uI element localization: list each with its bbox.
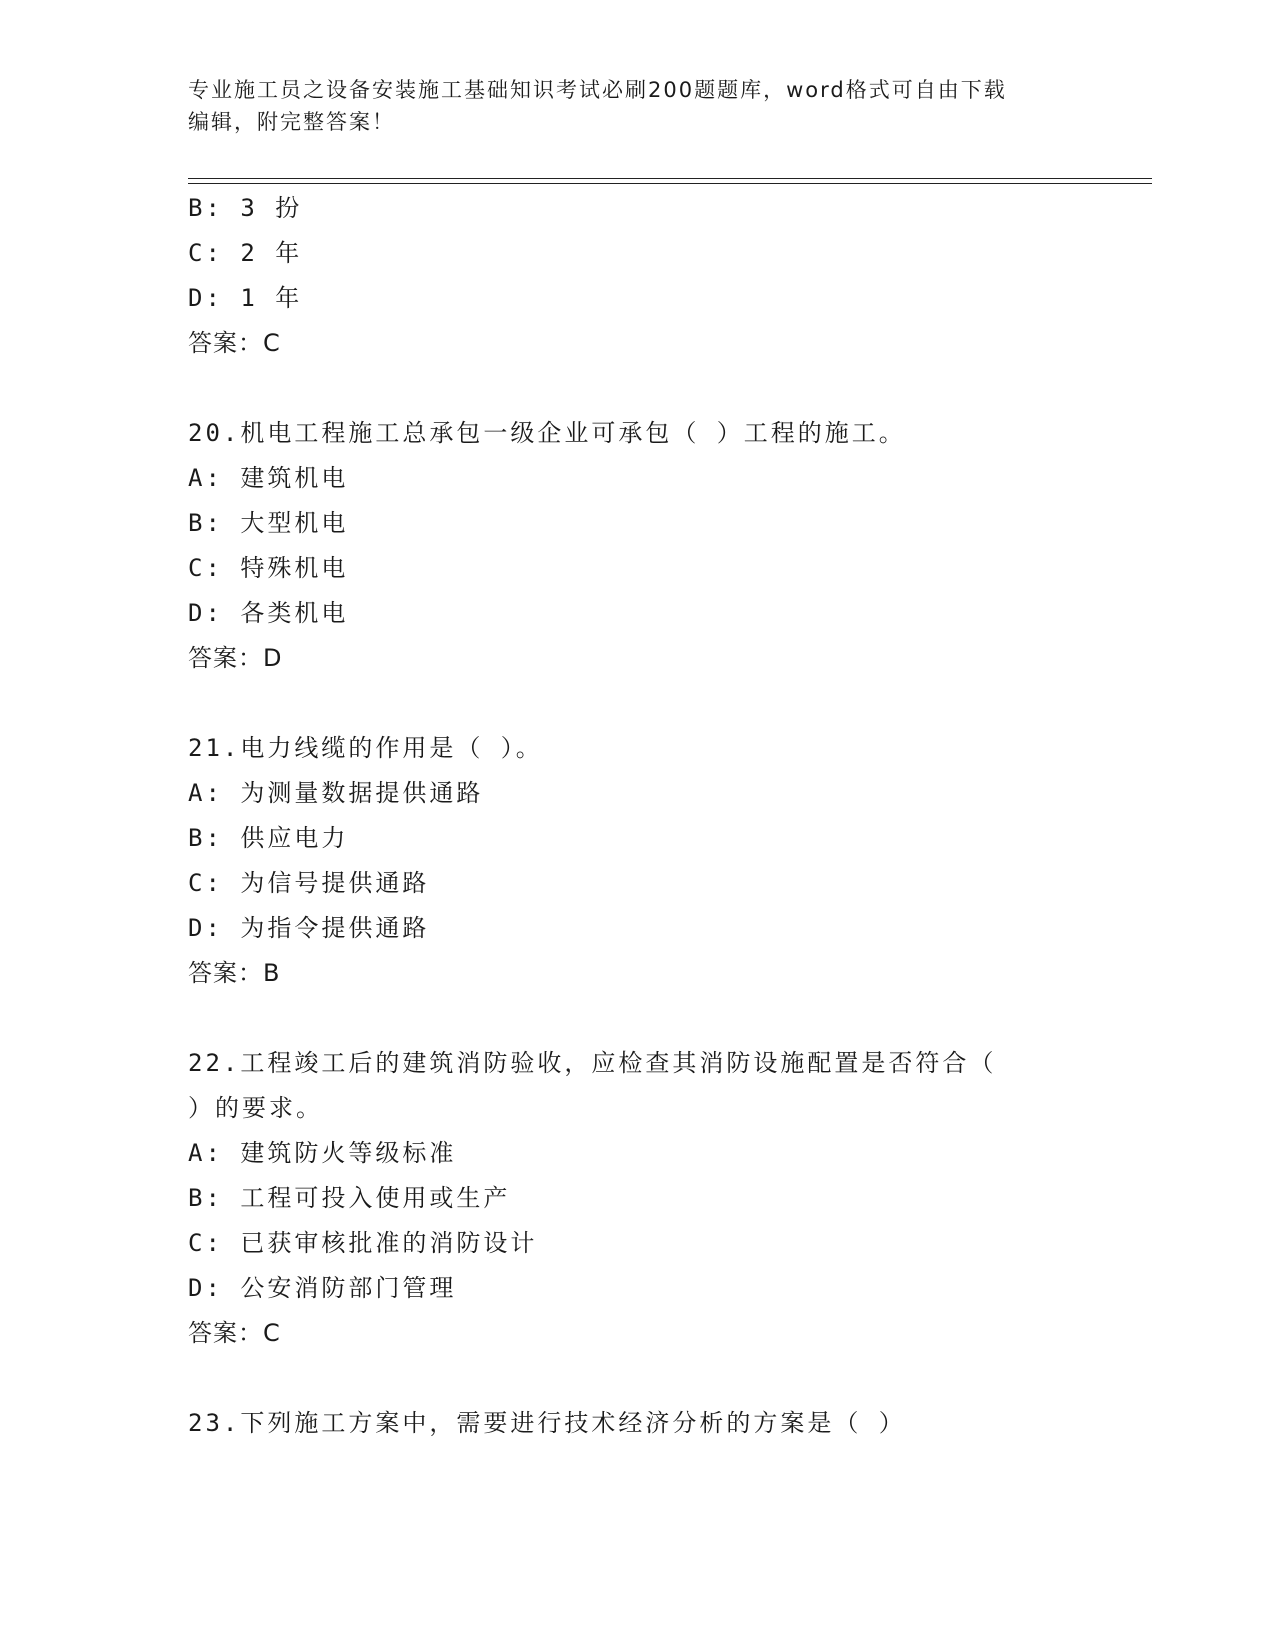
q21-option-d: D: 为指令提供通路 bbox=[188, 914, 430, 942]
q20-option-b: B: 大型机电 bbox=[188, 509, 349, 537]
q22-option-d: D: 公安消防部门管理 bbox=[188, 1274, 457, 1302]
q21-answer: 答案：B bbox=[188, 959, 281, 987]
header-divider-bottom bbox=[188, 183, 1152, 184]
q20-option-c: C: 特殊机电 bbox=[188, 554, 349, 582]
q19-option-d: D: 1 年 bbox=[188, 284, 303, 312]
q22-option-c: C: 已获审核批准的消防设计 bbox=[188, 1229, 538, 1257]
q20-option-d: D: 各类机电 bbox=[188, 599, 349, 627]
q20-answer: 答案：D bbox=[188, 644, 283, 672]
q19-option-c: C: 2 年 bbox=[188, 239, 303, 267]
header-line-1: 专业施工员之设备安装施工基础知识考试必刷200题题库，word格式可自由下载 bbox=[188, 78, 1007, 102]
q22-option-b: B: 工程可投入使用或生产 bbox=[188, 1184, 511, 1212]
document-header bbox=[188, 74, 1088, 138]
q22-question-line-2: ）的要求。 bbox=[188, 1094, 323, 1122]
header-line-2: 编辑，附完整答案！ bbox=[188, 110, 395, 134]
header-divider-top bbox=[188, 178, 1152, 179]
q22-option-a: A: 建筑防火等级标准 bbox=[188, 1139, 457, 1167]
q22-answer: 答案：C bbox=[188, 1319, 281, 1347]
q20-option-a: A: 建筑机电 bbox=[188, 464, 349, 492]
q21-option-a: A: 为测量数据提供通路 bbox=[188, 779, 484, 807]
q20-question: 20.机电工程施工总承包一级企业可承包（ ）工程的施工。 bbox=[188, 419, 906, 447]
q21-question: 21.电力线缆的作用是（ ）。 bbox=[188, 734, 543, 762]
q19-answer: 答案：C bbox=[188, 329, 281, 357]
q22-question-line-1: 22.工程竣工后的建筑消防验收，应检查其消防设施配置是否符合（ bbox=[188, 1049, 997, 1077]
q19-option-b: B: 3 扮 bbox=[188, 194, 303, 222]
q23-question: 23.下列施工方案中，需要进行技术经济分析的方案是（ ） bbox=[188, 1409, 906, 1437]
q21-option-c: C: 为信号提供通路 bbox=[188, 869, 430, 897]
q21-option-b: B: 供应电力 bbox=[188, 824, 349, 852]
